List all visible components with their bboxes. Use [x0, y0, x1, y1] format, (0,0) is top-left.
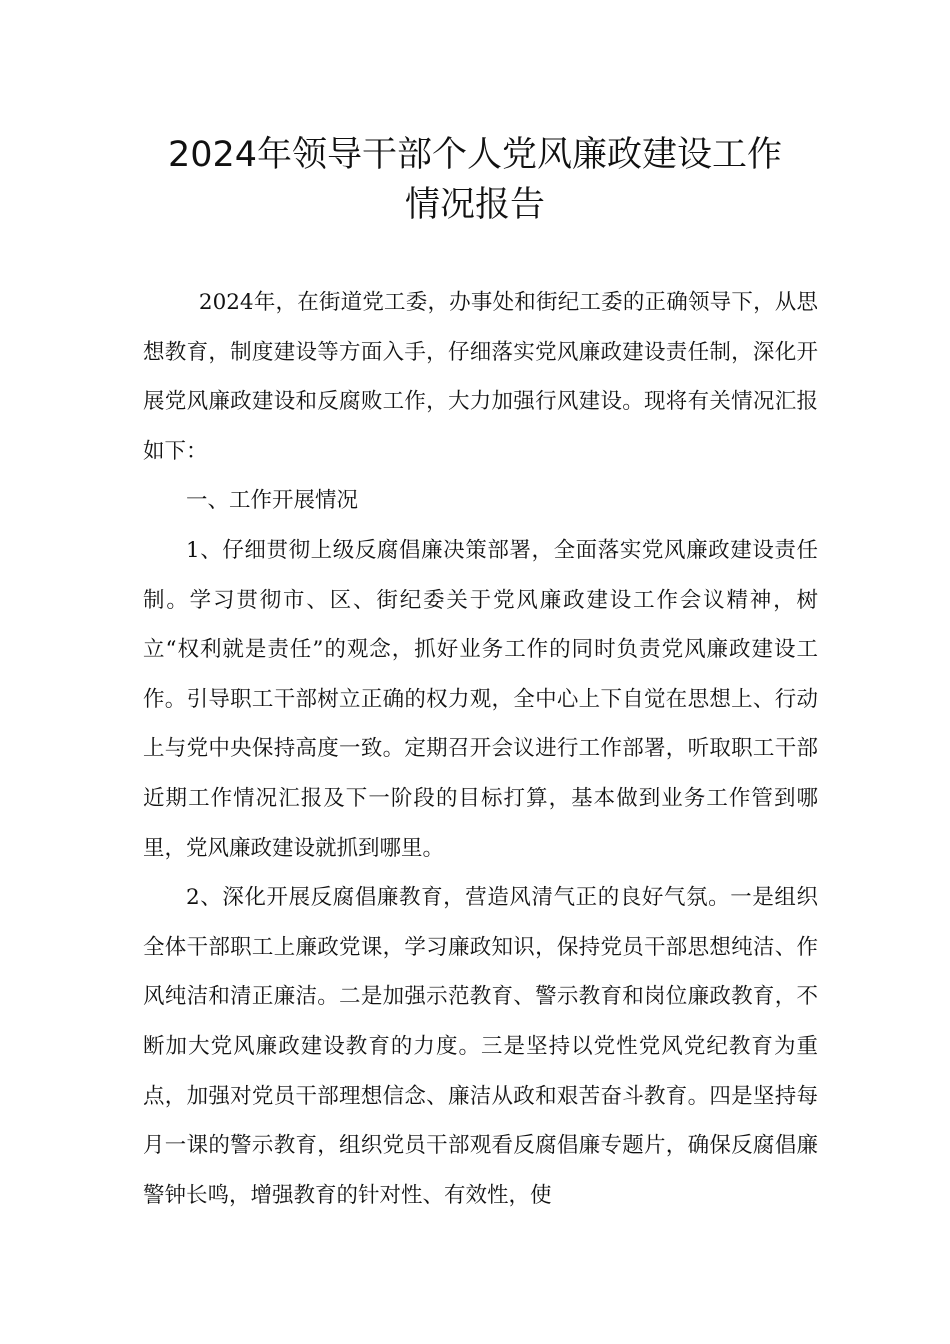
document-title-line-2: 情况报告: [404, 185, 545, 225]
document-title-line-1: 2024年领导干部个人党风廉政建设工作: [167, 135, 783, 175]
paragraph-item-1: 1、仔细贯彻上级反腐倡廉决策部署，全面落实党风廉政建设责任制。学习贯彻市、区、街纪委关于党风廉政建设工作会议精神，树立“权利就是责任”的观念，抓好业务工作的同时负责党风廉政建设工作。引导职工干部树立正确的权力观，全中心上下自觉在思想上、行动上与党中央保持高度一致。定期召开会议进行工作部署，听取职工干部近期工作情况汇报及下一阶段的目标打算，基本做到业务工作管到哪里，党风廉政建设就抓到哪里。: [143, 537, 818, 861]
paragraph-intro: 2024年，在街道党工委，办事处和街纪工委的正确领导下，从思想教育，制度建设等方面入手，仔细落实党风廉政建设责任制，深化开展党风廉政建设和反腐败工作，大力加强行风建设。现将有关情况汇报如下：: [143, 290, 818, 464]
paragraph-item-2: 2、深化开展反腐倡廉教育，营造风清气正的良好气氛。一是组织全体干部职工上廉政党课，学习廉政知识，保持党员干部思想纯洁、作风纯洁和清正廉洁。二是加强示范教育、警示教育和岗位廉政教育，不断加大党风廉政建设教育的力度。三是坚持以党性党风党纪教育为重点，加强对党员干部理想信念、廉洁从政和艰苦奋斗教育。四是坚持每月一课的警示教育，组织党员干部观看反腐倡廉专题片，确保反腐倡廉警钟长鸣，增强教育的针对性、有效性，使: [143, 885, 818, 1208]
section-heading: 一、工作开展情况: [186, 488, 359, 514]
document-body: [143, 278, 818, 1220]
